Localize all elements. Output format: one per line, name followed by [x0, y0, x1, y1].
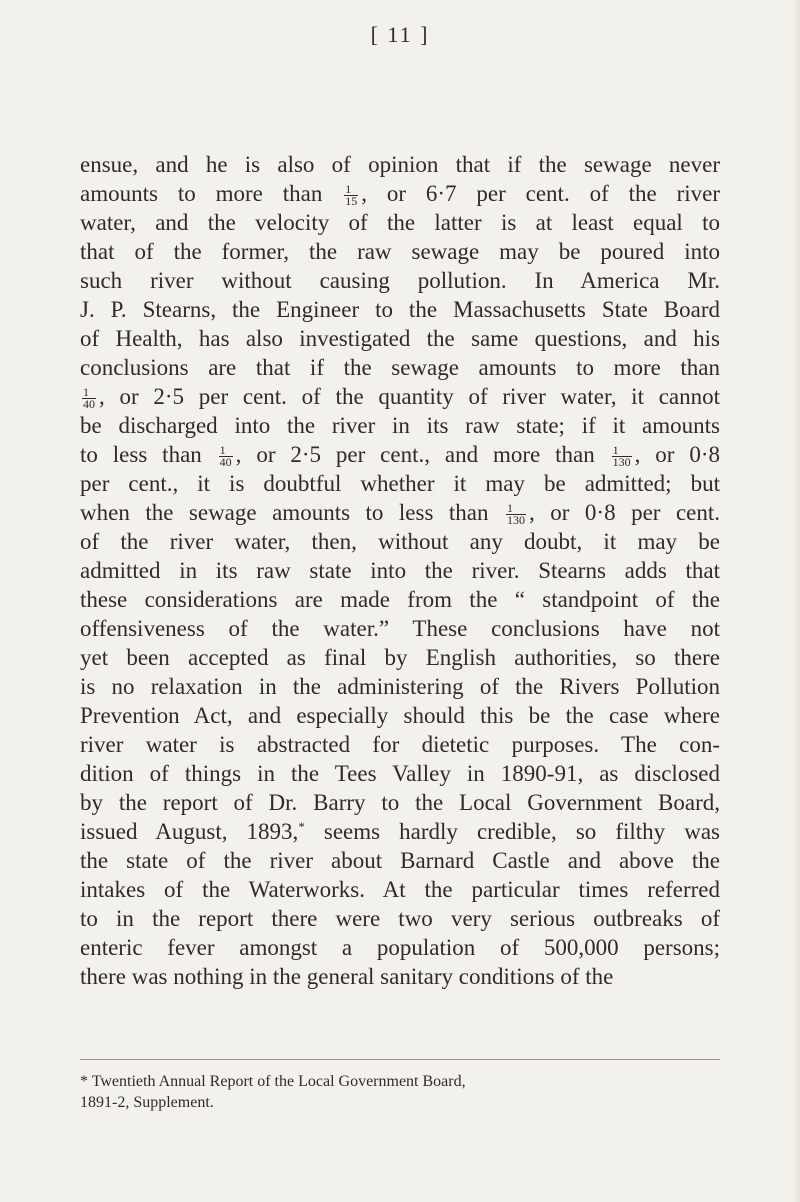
text-run: amounts to more than — [80, 181, 343, 206]
footnote-line: * Twentieth Annual Report of the Local Government Board, — [80, 1073, 466, 1090]
text-run: enteric fever amongst a population of 500,000 persons; — [80, 935, 720, 960]
text-line — [80, 643, 720, 672]
text-line — [80, 672, 720, 701]
footnote-marker: * — [298, 819, 305, 834]
text-run: water, and the velocity of the latter is at least equal to — [80, 210, 720, 235]
text-line — [80, 759, 720, 788]
text-run: admitted in its raw state into the river. Stearns adds that — [80, 558, 720, 583]
text-line — [80, 469, 720, 498]
text-line — [80, 527, 720, 556]
text-line — [80, 324, 720, 353]
text-run: , or 0·8 per cent. — [529, 500, 720, 525]
fraction-denominator: 130 — [507, 513, 526, 527]
text-line — [80, 266, 720, 295]
text-run: river water is abstracted for dietetic purposes. The con- — [80, 732, 720, 757]
fraction — [506, 503, 526, 526]
text-line — [80, 498, 720, 527]
text-run: , or 6·7 per cent. of the river — [361, 181, 720, 206]
text-line — [80, 208, 720, 237]
text-line — [80, 237, 720, 266]
text-line — [80, 875, 720, 904]
text-run: of Health, has also investigated the same questions, and his — [80, 326, 720, 351]
text-run: by the report of Dr. Barry to the Local Government Board, — [80, 790, 720, 815]
fraction-denominator: 130 — [612, 455, 631, 469]
text-run: there was nothing in the general sanitary conditions of the — [80, 964, 614, 989]
fraction-denominator: 40 — [83, 397, 95, 411]
text-run: conclusions are that if the sewage amounts to more than — [80, 355, 720, 380]
text-run: dition of things in the Tees Valley in 1890-91, as disclosed — [80, 761, 720, 786]
text-run: J. P. Stearns, the Engineer to the Massachusetts State Board — [80, 297, 720, 322]
text-line — [80, 585, 720, 614]
text-run: , or 0·8 — [634, 442, 720, 467]
text-line — [80, 817, 720, 846]
text-run: issued August, 1893, — [80, 819, 299, 844]
text-run: such river without causing pollution. In America Mr. — [80, 268, 720, 293]
fraction-numerator: 1 — [612, 443, 619, 458]
text-line — [80, 440, 720, 469]
text-line — [80, 904, 720, 933]
footnote — [80, 1071, 720, 1113]
text-run: be discharged into the river in its raw state; if it amounts — [80, 413, 720, 438]
fraction-denominator: 40 — [219, 455, 232, 469]
text-line — [80, 788, 720, 817]
text-run: seems hardly credible, so filthy was — [304, 819, 720, 844]
fraction-numerator: 1 — [83, 385, 89, 400]
fraction — [219, 445, 233, 468]
text-run: these considerations are made from the “ standpoint of the — [80, 587, 720, 612]
text-run: to in the report there were two very serious outbreaks of — [80, 906, 720, 931]
body-paragraph — [80, 150, 720, 991]
text-run: that of the former, the raw sewage may be poured into — [80, 239, 720, 264]
page-number: [ 11 ] — [370, 22, 430, 47]
text-run: offensiveness of the water.” These conclusions have not — [80, 616, 720, 641]
text-line — [80, 150, 720, 179]
text-line — [80, 846, 720, 875]
text-line — [80, 353, 720, 382]
fraction-denominator: 15 — [345, 194, 358, 208]
text-line — [80, 179, 720, 208]
text-line — [80, 382, 720, 411]
text-run: Prevention Act, and especially should this be the case where — [80, 703, 720, 728]
text-run: ensue, and he is also of opinion that if the sewage never — [80, 152, 720, 177]
page-edge-shadow — [792, 0, 800, 1202]
text-run: the state of the river about Barnard Castle and above the — [80, 848, 720, 873]
text-line — [80, 701, 720, 730]
text-line — [80, 295, 720, 324]
fraction-numerator: 1 — [219, 443, 226, 458]
footnote-divider — [80, 1059, 720, 1060]
text-line — [80, 730, 720, 759]
text-line — [80, 933, 720, 962]
text-run: when the sewage amounts to less than — [80, 500, 505, 525]
fraction-numerator: 1 — [345, 182, 352, 197]
text-line — [80, 411, 720, 440]
fraction — [82, 387, 96, 410]
fraction — [344, 184, 358, 207]
text-run: , or 2·5 per cent., and more than — [235, 442, 610, 467]
text-run: intakes of the Waterworks. At the particular times referred — [80, 877, 720, 902]
text-line — [80, 962, 720, 991]
footnote-line: 1891-2, Supplement. — [80, 1094, 214, 1111]
text-run: yet been accepted as final by English authorities, so there — [80, 645, 720, 670]
text-run: is no relaxation in the administering of the Rivers Pollution — [80, 674, 720, 699]
fraction-numerator: 1 — [507, 501, 514, 516]
fraction — [612, 445, 632, 468]
text-run: to less than — [80, 442, 217, 467]
text-line — [80, 614, 720, 643]
text-run: of the river water, then, without any doubt, it may be — [80, 529, 720, 554]
text-run: , or 2·5 per cent. of the quantity of river water, it cannot — [99, 384, 720, 409]
text-line — [80, 556, 720, 585]
text-run: per cent., it is doubtful whether it may be admitted; but — [80, 471, 720, 496]
